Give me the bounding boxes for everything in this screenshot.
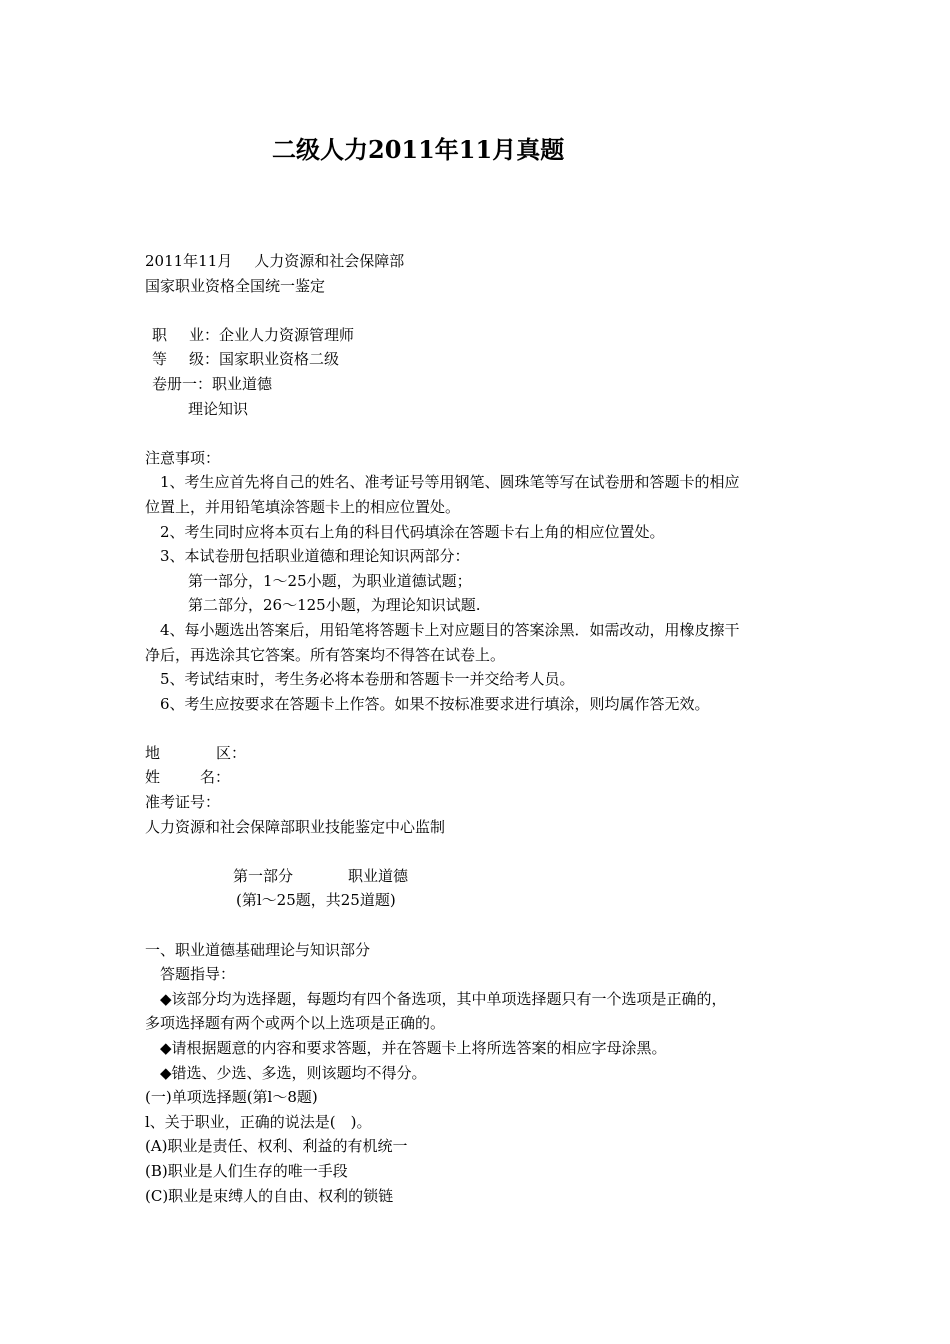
supervisor-line: 人力资源和社会保障部职业技能鉴定中心监制: [145, 817, 446, 836]
name-field: [145, 765, 815, 790]
region-field: [145, 741, 815, 766]
guide-item-1a: ◆该部分均为选择题，每题均有四个备选项，其中单项选择题只有一个选项是正确的，: [160, 989, 727, 1008]
volume-label: 卷册一：: [152, 374, 213, 393]
volume-value-1: 职业道德: [212, 374, 273, 393]
notice-item-3-part1: 第一部分，1～25小题，为职业道德试题；: [188, 571, 472, 590]
volume-line: [145, 372, 815, 397]
occupation-value: 企业人力资源管理师: [219, 325, 355, 344]
guide-item-2: ◆请根据题意的内容和要求答题，并在答题卡上将所选答案的相应字母涂黑。: [160, 1039, 667, 1057]
header-ministry: 人力资源和社会保障部: [254, 252, 405, 270]
question-1-option-b: (B)职业是人们生存的唯一手段: [145, 1161, 348, 1180]
question-1-option-a: (A)职业是责任、权利、利益的有机统一: [145, 1137, 408, 1156]
notice-item-2: 2、考生同时应将本页右上角的科目代码填涂在答题卡右上角的相应位置处。: [160, 522, 665, 541]
occupation-line: [145, 323, 815, 348]
name-label-2: 名：: [200, 768, 231, 787]
part1-heading: [145, 864, 815, 889]
section1-heading: 一、职业道德基础理论与知识部分: [145, 940, 371, 959]
notice-item-1a: 1、考生应首先将自己的姓名、准考证号等用钢笔、圆珠笔等写在试卷册和答题卡的相应: [160, 473, 740, 492]
question-1-option-c: (C)职业是束缚人的自由、权利的锁链: [145, 1186, 394, 1205]
volume-value-2: 理论知识: [188, 399, 249, 418]
notice-item-4a: 4、每小题选出答案后，用铅笔将答题卡上对应题目的答案涂黑．如需改动，用橡皮擦干: [160, 620, 740, 639]
level-line: [145, 347, 815, 372]
guide-item-1b: 多项选择题有两个或两个以上选项是正确的。: [145, 1014, 446, 1033]
ticket-field: 准考证号：: [145, 793, 221, 812]
guide-heading: 答题指导：: [160, 965, 236, 984]
level-label-1: 等: [152, 350, 168, 369]
part1-label: 第一部分: [233, 866, 294, 885]
part1-name: 职业道德: [348, 866, 409, 885]
notice-item-3-part2: 第二部分，26～125小题，为理论知识试题.: [188, 596, 481, 615]
header-line: [145, 249, 815, 274]
document-body: [145, 249, 815, 1208]
notice-heading: 注意事项：: [145, 448, 221, 467]
notice-item-4b: 净后，再选涂其它答案。所有答案均不得答在试卷上。: [145, 645, 506, 664]
notice-item-3: 3、本试卷册包括职业道德和理论知识两部分：: [160, 547, 470, 566]
region-label-2: 区：: [216, 743, 247, 762]
notice-item-6: 6、考生应按要求在答题卡上作答。如果不按标准要求进行填涂，则均属作答无效。: [160, 694, 710, 713]
header-date: 2011年11月: [145, 252, 233, 270]
part1-range: (第l～25题，共25道题): [236, 891, 396, 910]
notice-item-1b: 位置上，并用铅笔填涂答题卡上的相应位置处。: [145, 497, 461, 516]
subsection-heading: (一)单项选择题(第l～8题): [145, 1088, 318, 1107]
occupation-label-1: 职: [152, 325, 168, 344]
document-title: 二级人力2011年11月真题: [272, 135, 565, 164]
guide-item-3: ◆错选、少选、多选，则该题均不得分。: [160, 1063, 427, 1082]
notice-item-5: 5、考试结束时，考生务必将本卷册和答题卡一并交给考人员。: [160, 670, 575, 689]
level-value: 国家职业资格二级: [219, 350, 340, 369]
question-1: l、关于职业，正确的说法是( )。: [145, 1112, 372, 1131]
level-label-2: 级：: [189, 350, 220, 369]
exam-name: 国家职业资格全国统一鉴定: [145, 276, 326, 295]
occupation-label-2: 业：: [189, 325, 220, 344]
region-label-1: 地: [145, 743, 161, 762]
name-label-1: 姓: [145, 768, 161, 787]
